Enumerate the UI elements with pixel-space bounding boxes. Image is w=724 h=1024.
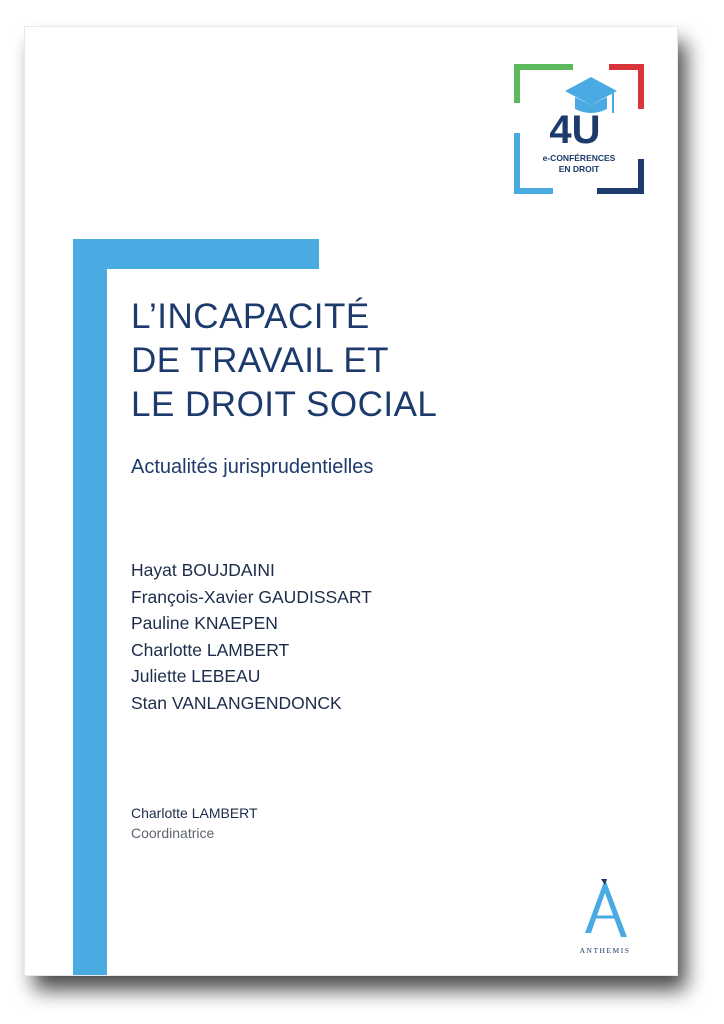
author-name: Pauline KNAEPEN: [131, 613, 278, 633]
blue-bracket-vertical: [73, 239, 107, 976]
logo-frame-navy: [597, 159, 641, 191]
author-list: [131, 557, 372, 716]
publisher-name: ANTHEMIS: [579, 946, 631, 955]
publisher-logo: [565, 877, 645, 957]
author-name: Charlotte LAMBERT: [131, 639, 290, 660]
book-subtitle: Actualités jurisprudentielles: [131, 456, 374, 478]
title-line: L’INCAPACITÉ: [131, 297, 370, 336]
coordinator-role: Coordinatrice: [131, 825, 215, 841]
logo-number: 4U: [549, 108, 601, 152]
anthemis-a-icon: [581, 877, 629, 939]
title-line: DE TRAVAIL ET: [131, 341, 390, 380]
coordinator-name: Charlotte LAMBERT: [131, 805, 258, 821]
blue-bracket-horizontal: [73, 239, 319, 269]
book-cover: [24, 26, 678, 976]
author-name: François-Xavier GAUDISSART: [131, 586, 372, 607]
book-title: [131, 295, 611, 427]
author-name: Hayat BOUJDAINI: [131, 560, 275, 580]
title-line: LE DROIT SOCIAL: [131, 385, 438, 424]
logo-line-2: EN DROIT: [558, 164, 600, 174]
author-name: Juliette LEBEAU: [131, 666, 261, 686]
econferences-logo: [513, 63, 645, 195]
logo-line-1: e-CONFÉRENCES: [542, 153, 616, 163]
author-name: Stan VANLANGENDONCK: [131, 692, 342, 713]
logo-frame-green: [517, 67, 573, 103]
